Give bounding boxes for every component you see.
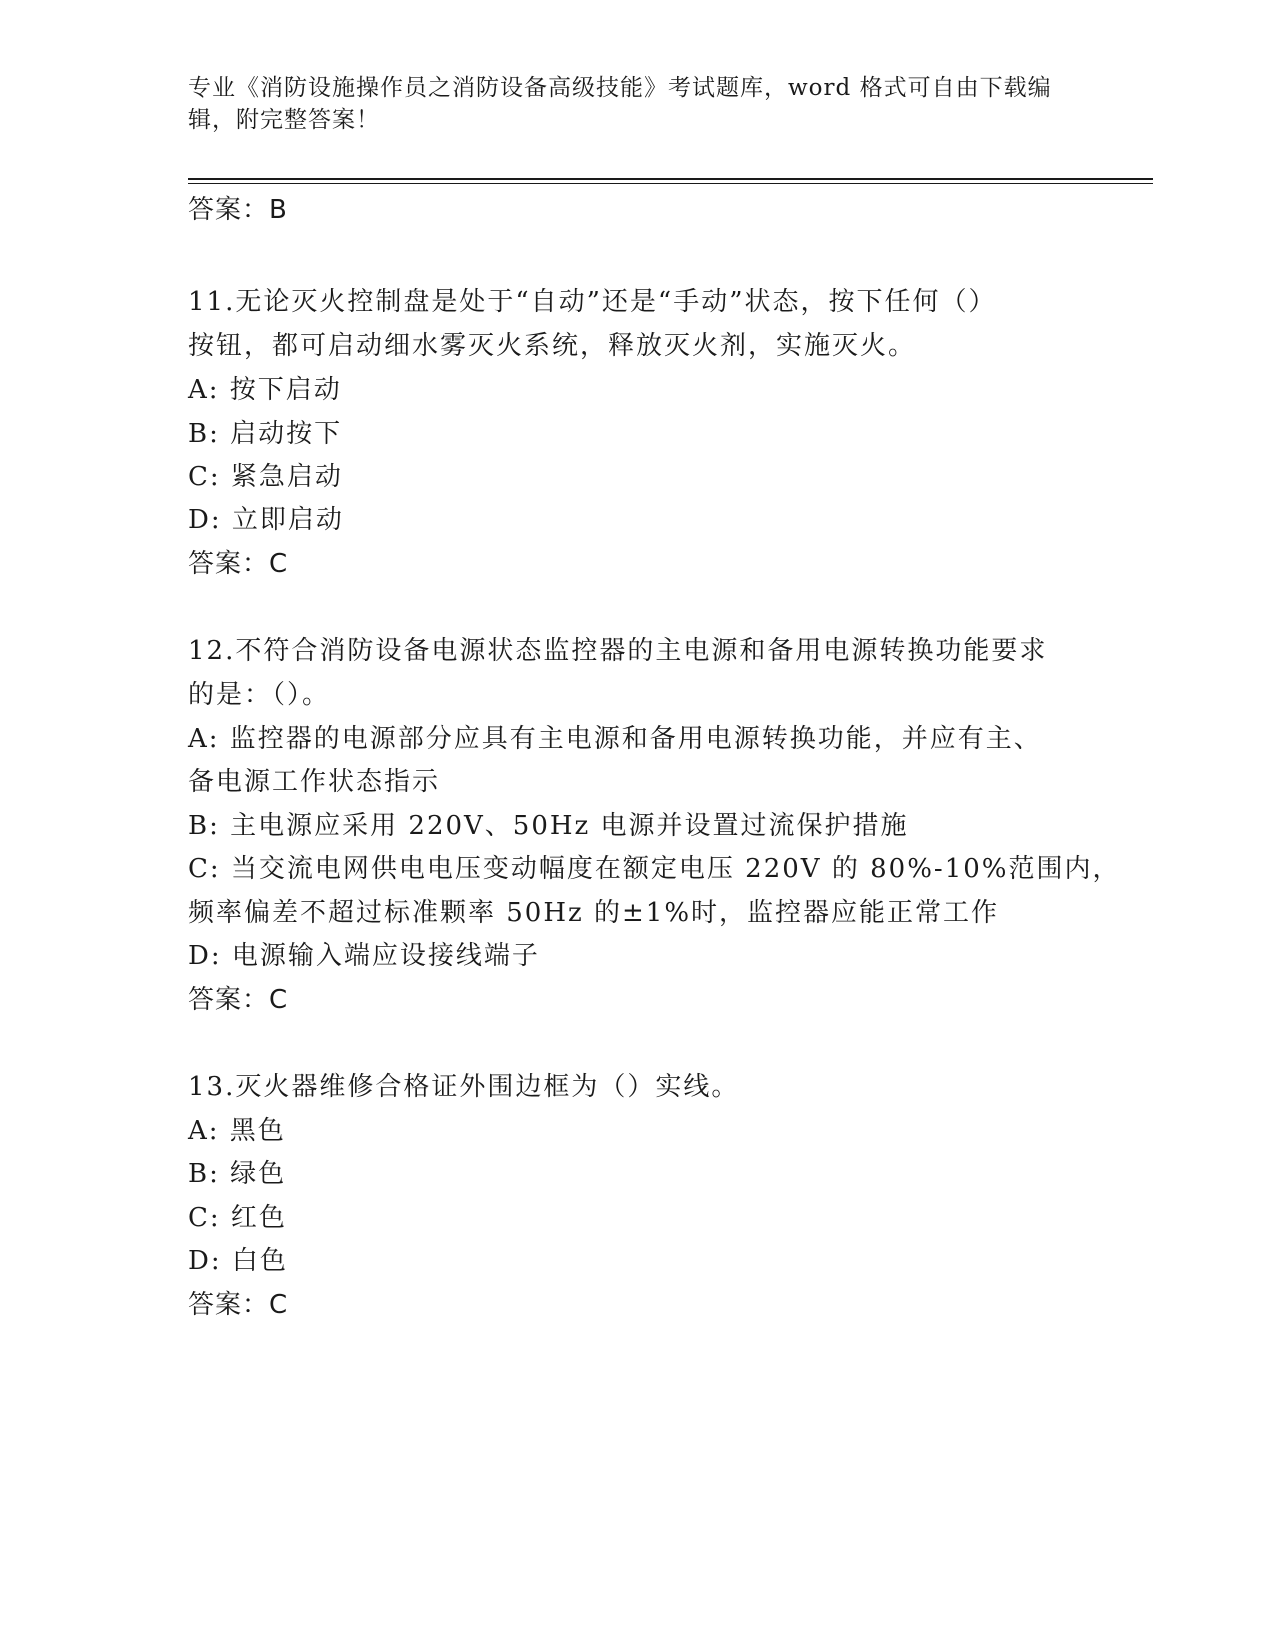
question-12-option-c-line-1: C: 当交流电网供电电压变动幅度在额定电压 220V 的 80%-10%范围内， bbox=[188, 854, 1121, 884]
header-line-2: 辑，附完整答案！ bbox=[188, 107, 380, 133]
question-13-option-b: B: 绿色 bbox=[188, 1159, 287, 1189]
question-13-option-a: A: 黑色 bbox=[188, 1116, 286, 1146]
question-11-option-a: A: 按下启动 bbox=[188, 375, 342, 405]
question-13-answer: 答案：C bbox=[188, 1290, 289, 1320]
question-11-stem-line-1: 11.无论灭火控制盘是处于“自动”还是“手动”状态，按下任何（） bbox=[188, 287, 997, 317]
question-12-option-c-line-2: 频率偏差不超过标准颗率 50Hz 的±1%时，监控器应能正常工作 bbox=[188, 898, 1000, 928]
question-11-answer: 答案：C bbox=[188, 549, 289, 579]
question-12-stem-line-1: 12.不符合消防设备电源状态监控器的主电源和备用电源转换功能要求 bbox=[188, 636, 1048, 666]
question-12-option-a-line-1: A: 监控器的电源部分应具有主电源和备用电源转换功能，并应有主、 bbox=[188, 724, 1042, 754]
question-12-option-b: B: 主电源应采用 220V、50Hz 电源并设置过流保护措施 bbox=[188, 811, 909, 841]
question-12-option-a-line-2: 备电源工作状态指示 bbox=[188, 767, 441, 797]
question-12-option-d: D: 电源输入端应设接线端子 bbox=[188, 941, 540, 971]
question-11-option-b: B: 启动按下 bbox=[188, 419, 343, 449]
question-12-stem-line-2: 的是：（）。 bbox=[188, 680, 331, 710]
question-13-option-c: C: 红色 bbox=[188, 1203, 287, 1233]
header-text bbox=[188, 72, 1068, 136]
header-divider-thick bbox=[188, 178, 1153, 180]
question-11-stem-line-2: 按钮，都可启动细水雾灭火系统，释放灭火剂，实施灭火。 bbox=[188, 331, 917, 361]
previous-answer: 答案：B bbox=[188, 195, 288, 225]
header-line-1: 专业《消防设施操作员之消防设备高级技能》考试题库，word 格式可自由下载编 bbox=[188, 75, 1052, 101]
question-13-option-d: D: 白色 bbox=[188, 1246, 288, 1276]
question-13-stem-line-1: 13.灭火器维修合格证外围边框为（）实线。 bbox=[188, 1072, 740, 1102]
header-divider-thin bbox=[188, 183, 1153, 184]
question-11-option-c: C: 紧急启动 bbox=[188, 462, 343, 492]
question-12-answer: 答案：C bbox=[188, 985, 289, 1015]
question-11-option-d: D: 立即启动 bbox=[188, 505, 344, 535]
